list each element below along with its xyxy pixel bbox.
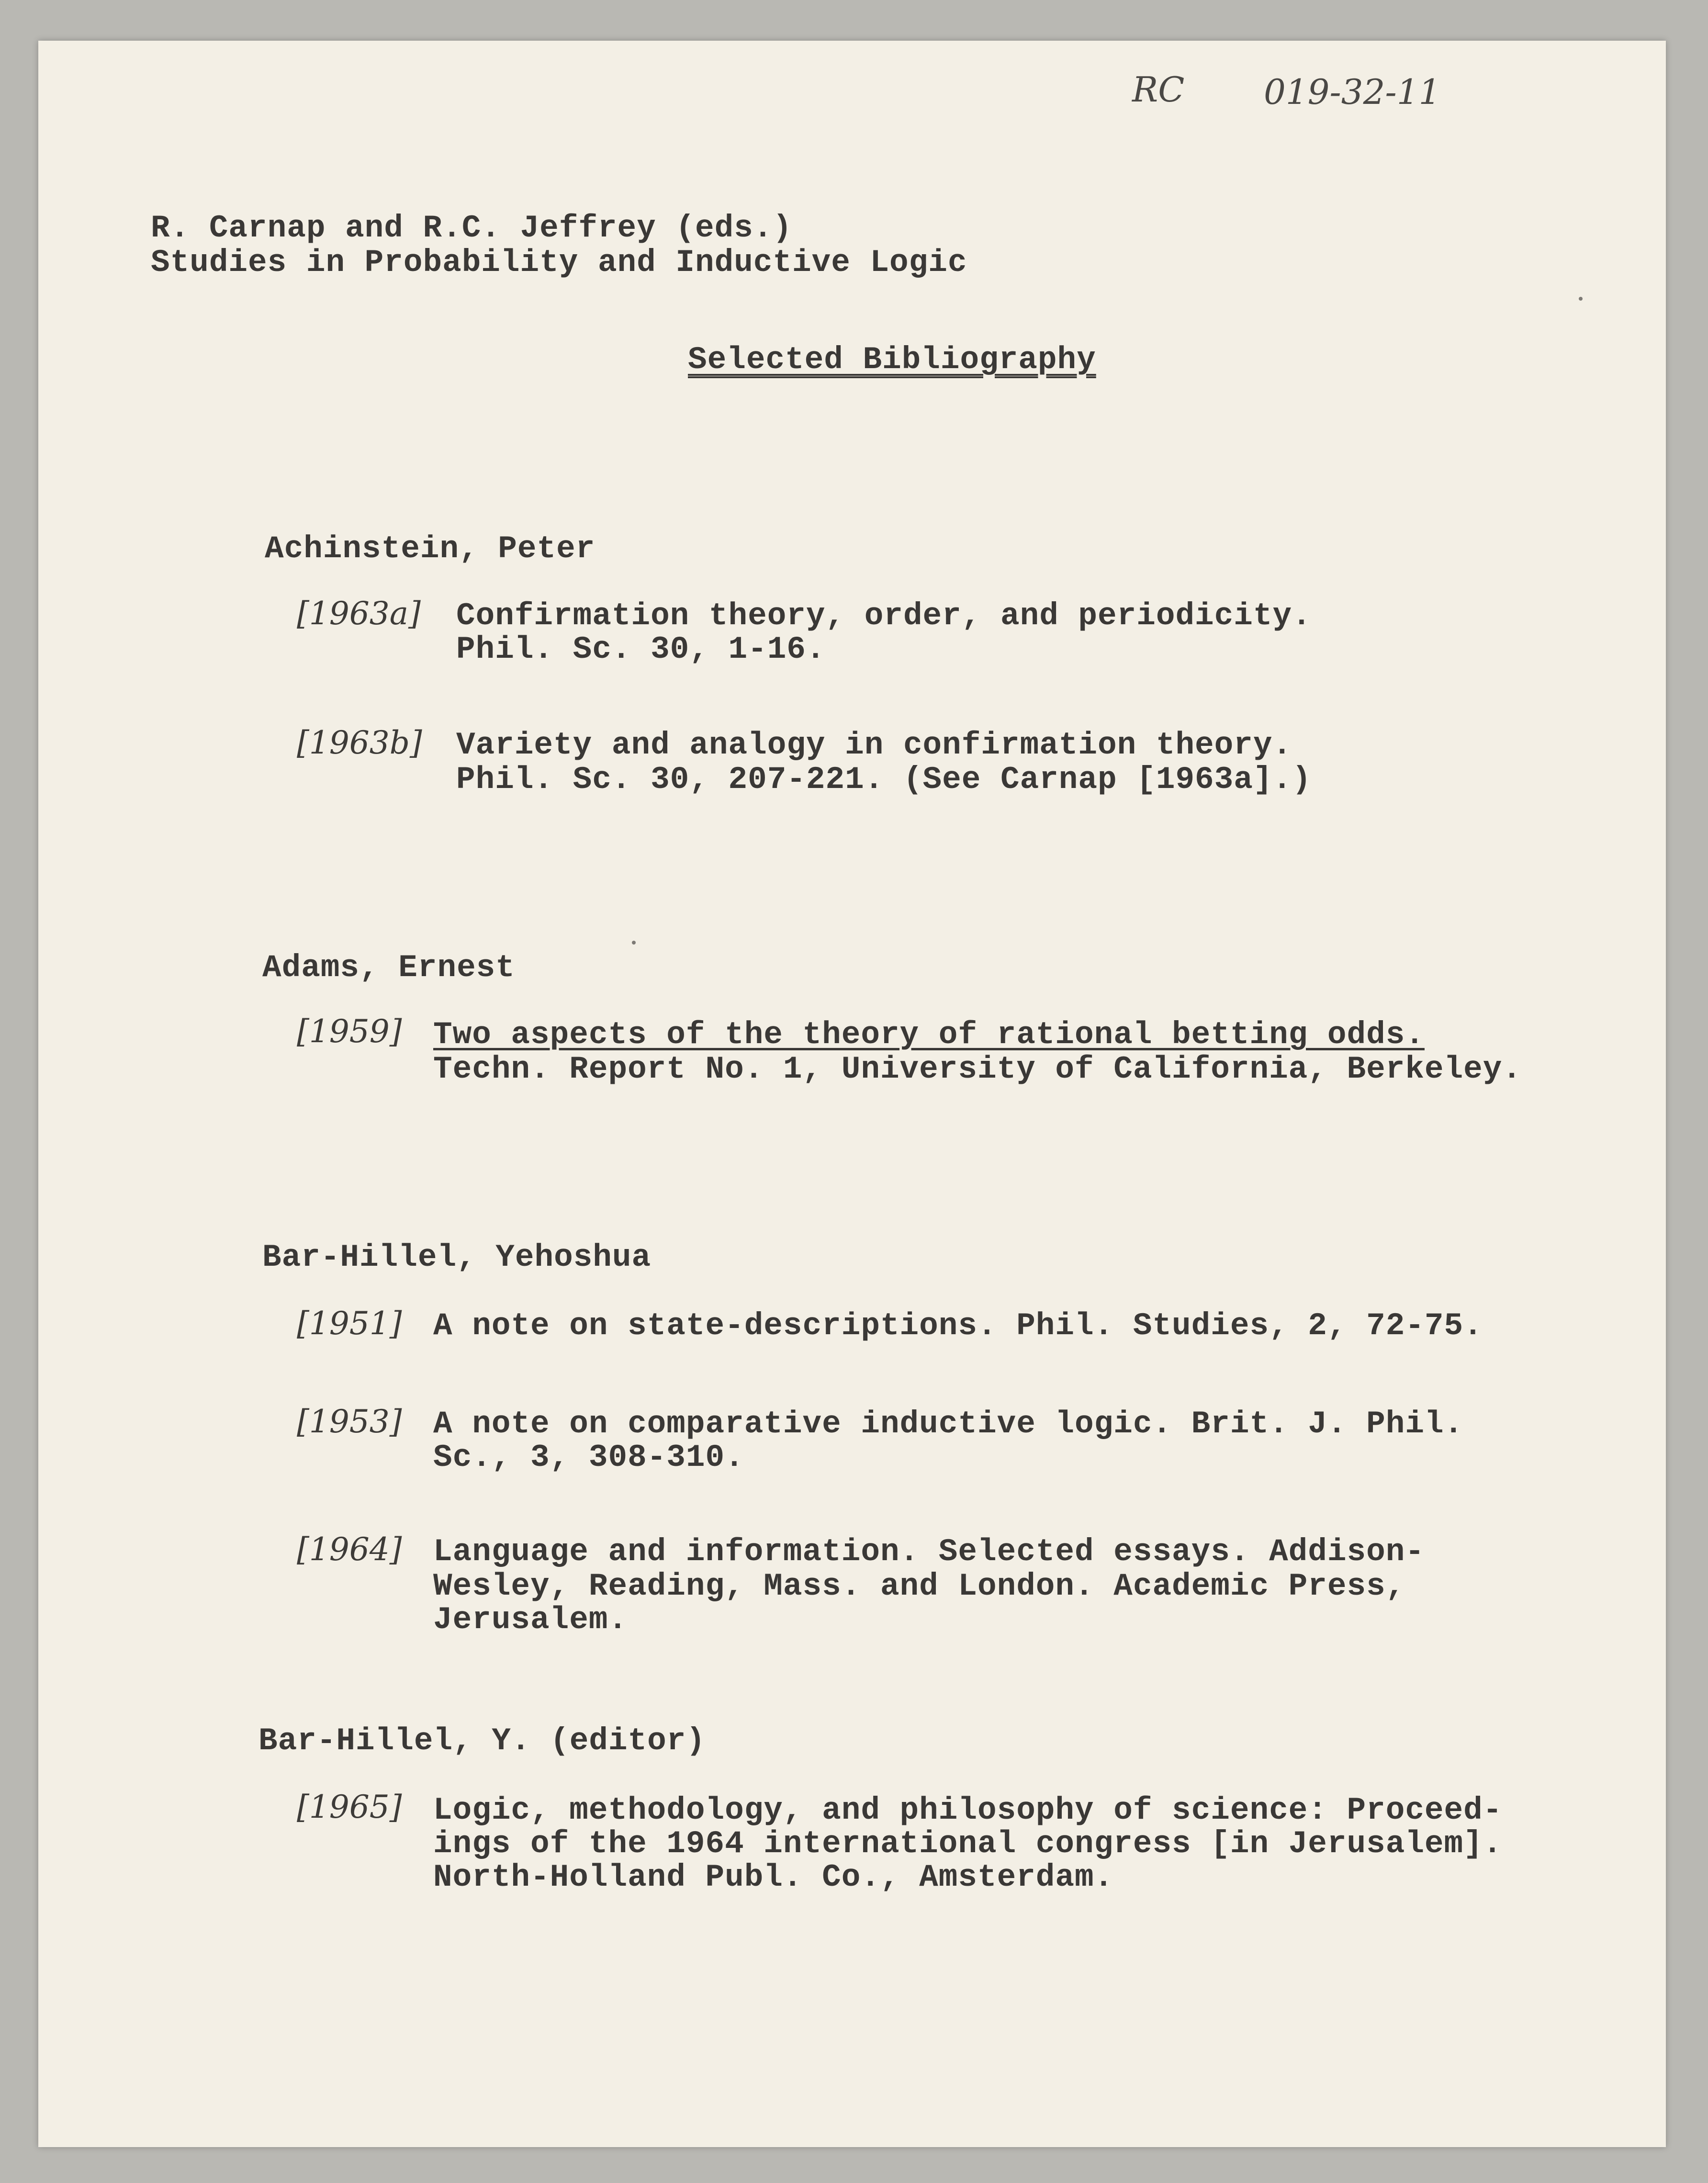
entry-line: Phil. Sc. 30, 1-16.	[456, 631, 826, 667]
entry-line: Confirmation theory, order, and periodicity.	[456, 598, 1312, 634]
entry-line: Two aspects of the theory of rational betting odds.	[433, 1017, 1425, 1053]
entry-line: Variety and analogy in confirmation theory.	[456, 727, 1292, 763]
entry-year: [1965]	[297, 1789, 402, 1825]
entry-line: Sc., 3, 308-310.	[433, 1440, 744, 1475]
author-name: Adams, Ernest	[262, 950, 515, 986]
entry-year: [1963a]	[297, 595, 421, 632]
entry-line: Jerusalem.	[433, 1602, 628, 1638]
entry-line: North-Holland Publ. Co., Amsterdam.	[433, 1859, 1114, 1895]
entry-year: [1953]	[297, 1403, 402, 1440]
entry-line: Logic, methodology, and philosophy of science: Proceed-	[433, 1792, 1503, 1828]
entry-line: Phil. Sc. 30, 207-221. (See Carnap [1963a].)	[456, 762, 1312, 798]
entry-year: [1964]	[297, 1531, 402, 1568]
entry-line: Techn. Report No. 1, University of California, Berkeley.	[433, 1051, 1522, 1087]
header-line-1: R. Carnap and R.C. Jeffrey (eds.)	[151, 210, 793, 246]
entry-line: Language and information. Selected essays. Addison-	[433, 1534, 1425, 1570]
entry-year: [1959]	[297, 1013, 402, 1050]
entry-year: [1951]	[297, 1305, 402, 1342]
entry-year: [1963b]	[297, 724, 422, 761]
entry-line: A note on state-descriptions. Phil. Studies, 2, 72-75.	[433, 1308, 1483, 1344]
header-line-2: Studies in Probability and Inductive Logic	[151, 245, 967, 281]
author-name: Bar-Hillel, Y. (editor)	[258, 1723, 706, 1759]
archive-ref-prefix: RC	[1132, 69, 1185, 110]
page-title: Selected Bibliography	[688, 342, 1096, 378]
entry-line: A note on comparative inductive logic. Brit. J. Phil.	[433, 1406, 1464, 1442]
entry-line: ings of the 1964 international congress [in Jerusalem].	[433, 1826, 1503, 1862]
entry-line: Wesley, Reading, Mass. and London. Academic Press,	[433, 1568, 1405, 1604]
archive-ref-number: 019-32-11	[1264, 72, 1441, 112]
author-name: Achinstein, Peter	[265, 531, 596, 567]
author-name: Bar-Hillel, Yehoshua	[262, 1239, 652, 1275]
paper-speck	[1579, 297, 1583, 301]
paper-speck	[632, 941, 636, 945]
